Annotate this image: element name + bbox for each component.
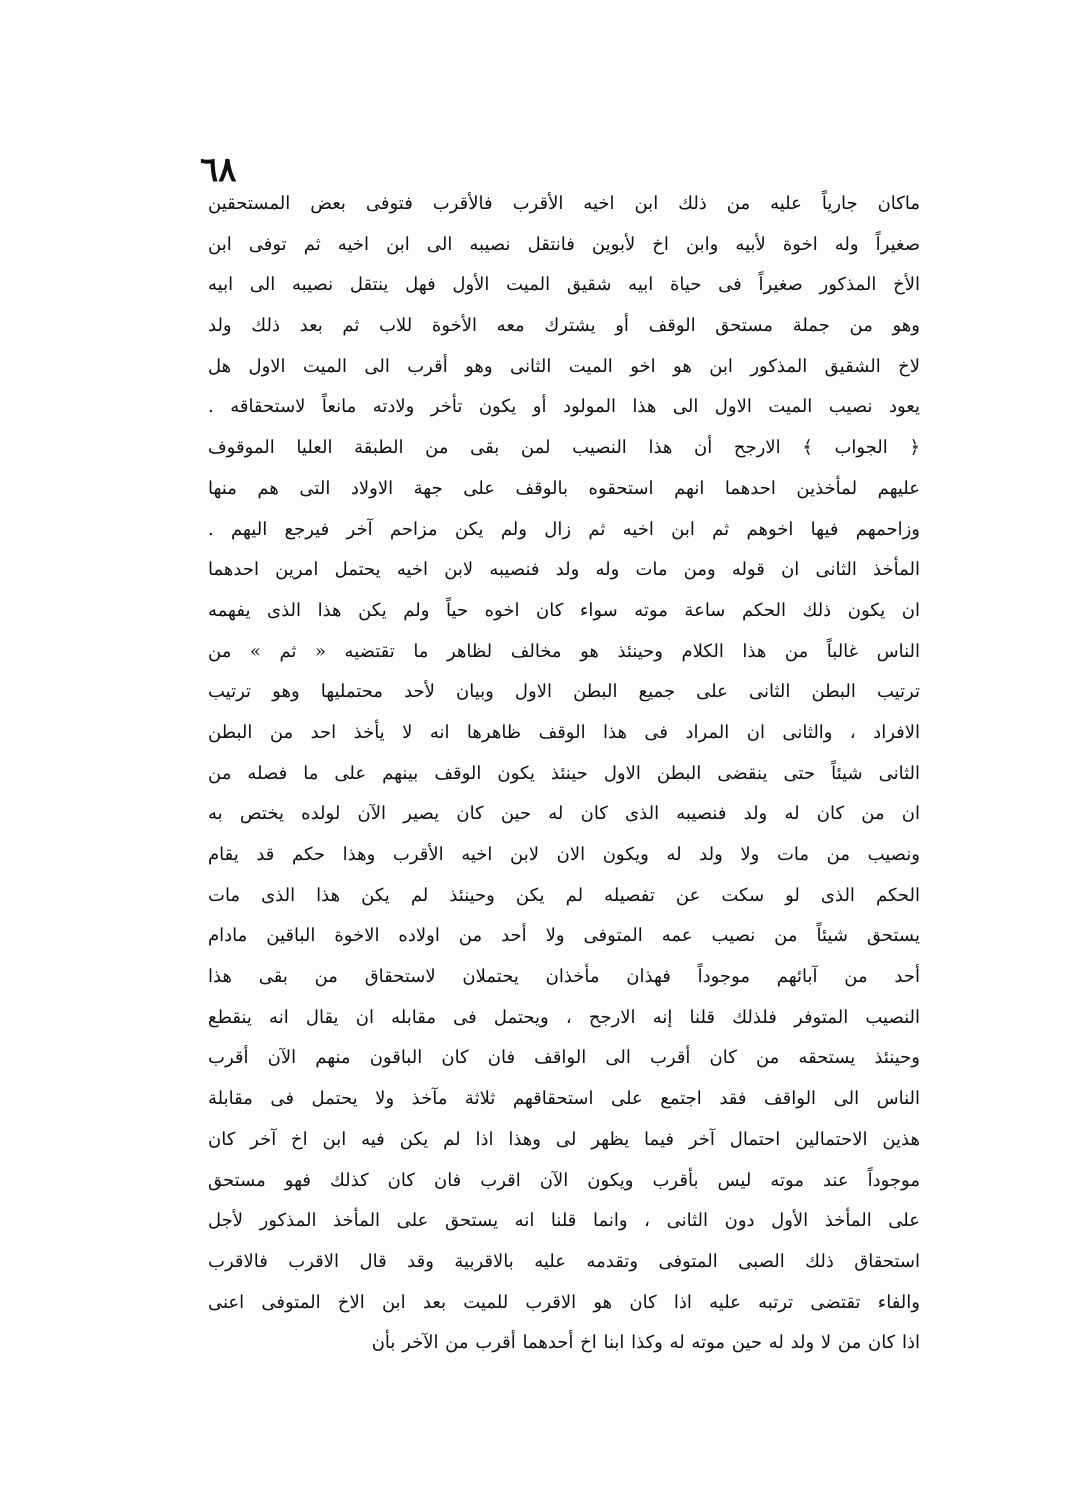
text-line: استحقاق ذلك الصبى المتوفى وتقدمه عليه بالاقربية وقد قال الاقرب فالاقرب bbox=[208, 1250, 920, 1272]
text-line: ﴿ الجواب ﴾ الارجح أن هذا النصيب لمن بقى من الطبقة العليا الموقوف bbox=[208, 437, 920, 459]
text-line: ان من كان له ولد فنصيبه الذى كان له حين كان يصير الآن لولده يختص به bbox=[208, 803, 920, 825]
text-line: يعود نصيب الميت الاول الى هذا المولود أو يكون تأخر ولادته مانعاً لاستحقاقه . bbox=[208, 396, 920, 418]
text-line: لاخ الشقيق المذكور ابن هو اخو الميت الثانى وهو أقرب الى الميت الاول هل bbox=[208, 355, 920, 377]
text-line: والفاء تقتضى ترتبه عليه اذا كان هو الاقرب للميت بعد ابن الاخ المتوفى اعنى bbox=[208, 1291, 920, 1313]
text-line: النصيب المتوفر فلذلك قلنا إنه الارجح ، ويحتمل فى مقابله ان يقال انه ينقطع bbox=[208, 1006, 920, 1028]
text-line: المأخذ الثانى ان قوله ومن مات وله ولد فنصيبه لابن اخيه يحتمل امرين احدهما bbox=[208, 559, 920, 581]
text-line: الناس الى الواقف فقد اجتمع على استحقاقهم ثلاثة مآخذ ولا يحتمل فى مقابلة bbox=[208, 1088, 920, 1110]
text-line: ان يكون ذلك الحكم ساعة موته سواء كان اخوه حياً ولم يكن هذا الذى يفهمه bbox=[208, 599, 920, 621]
text-line: صغيراً وله اخوة لأبيه وابن اخ لأبوين فانتقل نصيبه الى ابن اخيه ثم توفى ابن bbox=[208, 233, 920, 255]
text-line: وحينئذ يستحقه من كان أقرب الى الواقف فان كان الباقون منهم الآن أقرب bbox=[208, 1047, 920, 1069]
text-line: موجوداً عند موته ليس بأقرب ويكون الآن اقرب فان كان كذلك فهو مستحق bbox=[208, 1169, 920, 1191]
text-line: الحكم الذى لو سكت عن تفصيله لم يكن وحينئذ لم يكن هذا الذى مات bbox=[208, 884, 920, 906]
text-line: الأخ المذكور صغيراً فى حياة ابيه شقيق الميت الأول فهل ينتقل نصيبه الى ابيه bbox=[208, 274, 920, 296]
text-line: على المأخذ الأول دون الثانى ، وانما قلنا انه يستحق على المأخذ المذكور لأجل bbox=[208, 1210, 920, 1232]
text-line: الافراد ، والثانى ان المراد فى هذا الوقف ظاهرها انه لا يأخذ احد من البطن bbox=[208, 721, 920, 743]
text-line: ونصيب من مات ولا ولد له ويكون الان لابن اخيه الأقرب وهذا حكم قد يقام bbox=[208, 844, 920, 865]
text-line: هذين الاحتمالين احتمال آخر فيما يظهر لى وهذا اذا لم يكن فيه ابن اخ آخر كان bbox=[208, 1128, 920, 1150]
text-line: اذا كان من لا ولد له حين موته له وكذا ابنا اخ أحدهما أقرب من الآخر بأن bbox=[371, 1332, 920, 1354]
body-text bbox=[208, 184, 920, 1364]
text-line: يستحق شيئاً من نصيب عمه المتوفى ولا أحد من اولاده الاخوة الباقين مادام bbox=[208, 925, 920, 947]
text-line: ترتيب البطن الثانى على جميع البطن الاول وبيان لأحد محتمليها وهو ترتيب bbox=[208, 681, 920, 703]
text-line: وهو من جملة مستحق الوقف أو يشترك معه الأخوة للاب ثم بعد ذلك ولد bbox=[208, 315, 920, 337]
text-line: عليهم لمأخذين احدهما انهم استحقوه بالوقف على جهة الاولاد التى هم منها bbox=[208, 477, 920, 499]
text-line: ماكان جارياً عليه من ذلك ابن اخيه الأقرب فالأقرب فتوفى بعض المستحقين bbox=[208, 193, 920, 214]
text-line: الناس غالباً من هذا الكلام وحينئذ هو مخالف لظاهر ما تقتضيه « ثم » من bbox=[208, 640, 920, 662]
text-line: أحد من آبائهم موجوداً فهذان مأخذان يحتملان لاستحقاق من بقى هذا bbox=[208, 966, 920, 988]
text-line: وزاحمهم فيها اخوهم ثم ابن اخيه ثم زال ولم يكن مزاحم آخر فيرجع اليهم . bbox=[208, 518, 920, 540]
page-number: ٦٨ bbox=[200, 150, 237, 190]
text-line: الثانى شيئاً حتى ينقضى البطن الاول حينئذ يكون الوقف بينهم على ما فصله من bbox=[208, 762, 920, 784]
